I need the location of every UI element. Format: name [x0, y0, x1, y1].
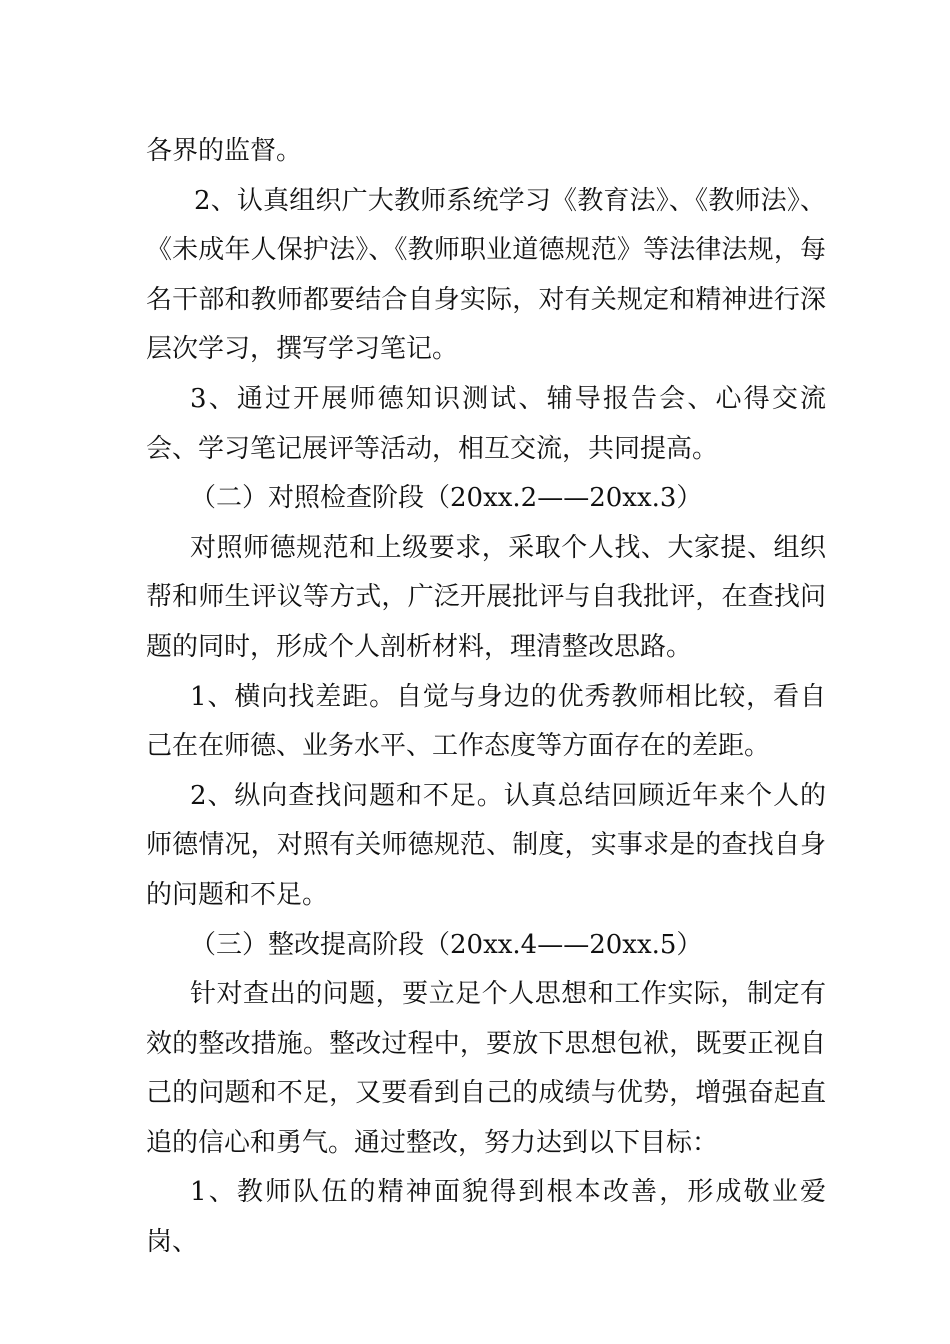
paragraph-horizontal-gap: 1、横向找差距。自觉与身边的优秀教师相比较，看自己在在师德、业务水平、工作态度等方面存在的差距。 — [146, 681, 826, 762]
paragraph-vertical-review: 2、纵向查找问题和不足。认真总结回顾近年来个人的师德情况，对照有关师德规范、制度，实事求是的查找自身的问题和不足。 — [146, 780, 826, 910]
section-heading-improve-stage: （三）整改提高阶段（20xx.4——20xx.5） — [190, 929, 703, 960]
document-body — [146, 127, 826, 1268]
paragraph-check-overview: 对照师德规范和上级要求，采取个人找、大家提、组织帮和师生评议等方式，广泛开展批评与自我批评，在查找问题的同时，形成个人剖析材料，理清整改思路。 — [146, 532, 826, 662]
section-heading-check-stage: （二）对照检查阶段（20xx.2——20xx.3） — [190, 483, 703, 514]
paragraph-improve-overview: 针对查出的问题，要立足个人思想和工作实际，制定有效的整改措施。整改过程中，要放下思想包袱，既要正视自己的问题和不足，又要看到自己的成绩与优势，增强奋起直追的信心和勇气。通过整改，努力达到以下目标： — [146, 979, 826, 1158]
paragraph-continuation: 各界的监督。 — [146, 136, 303, 166]
paragraph-study-laws: 2、认真组织广大教师系统学习《教育法》、《教师法》、《未成年人保护法》、《教师职业道德规范》等法律法规，每名干部和教师都要结合自身实际，对有关规定和精神进行深层次学习，撰写学习笔记。 — [146, 185, 826, 365]
paragraph-goal-1: 1、教师队伍的精神面貌得到根本改善，形成敬业爱岗、 — [146, 1177, 826, 1258]
paragraph-activities: 3、通过开展师德知识测试、辅导报告会、心得交流会、学习笔记展评等活动，相互交流，共同提高。 — [146, 383, 826, 464]
